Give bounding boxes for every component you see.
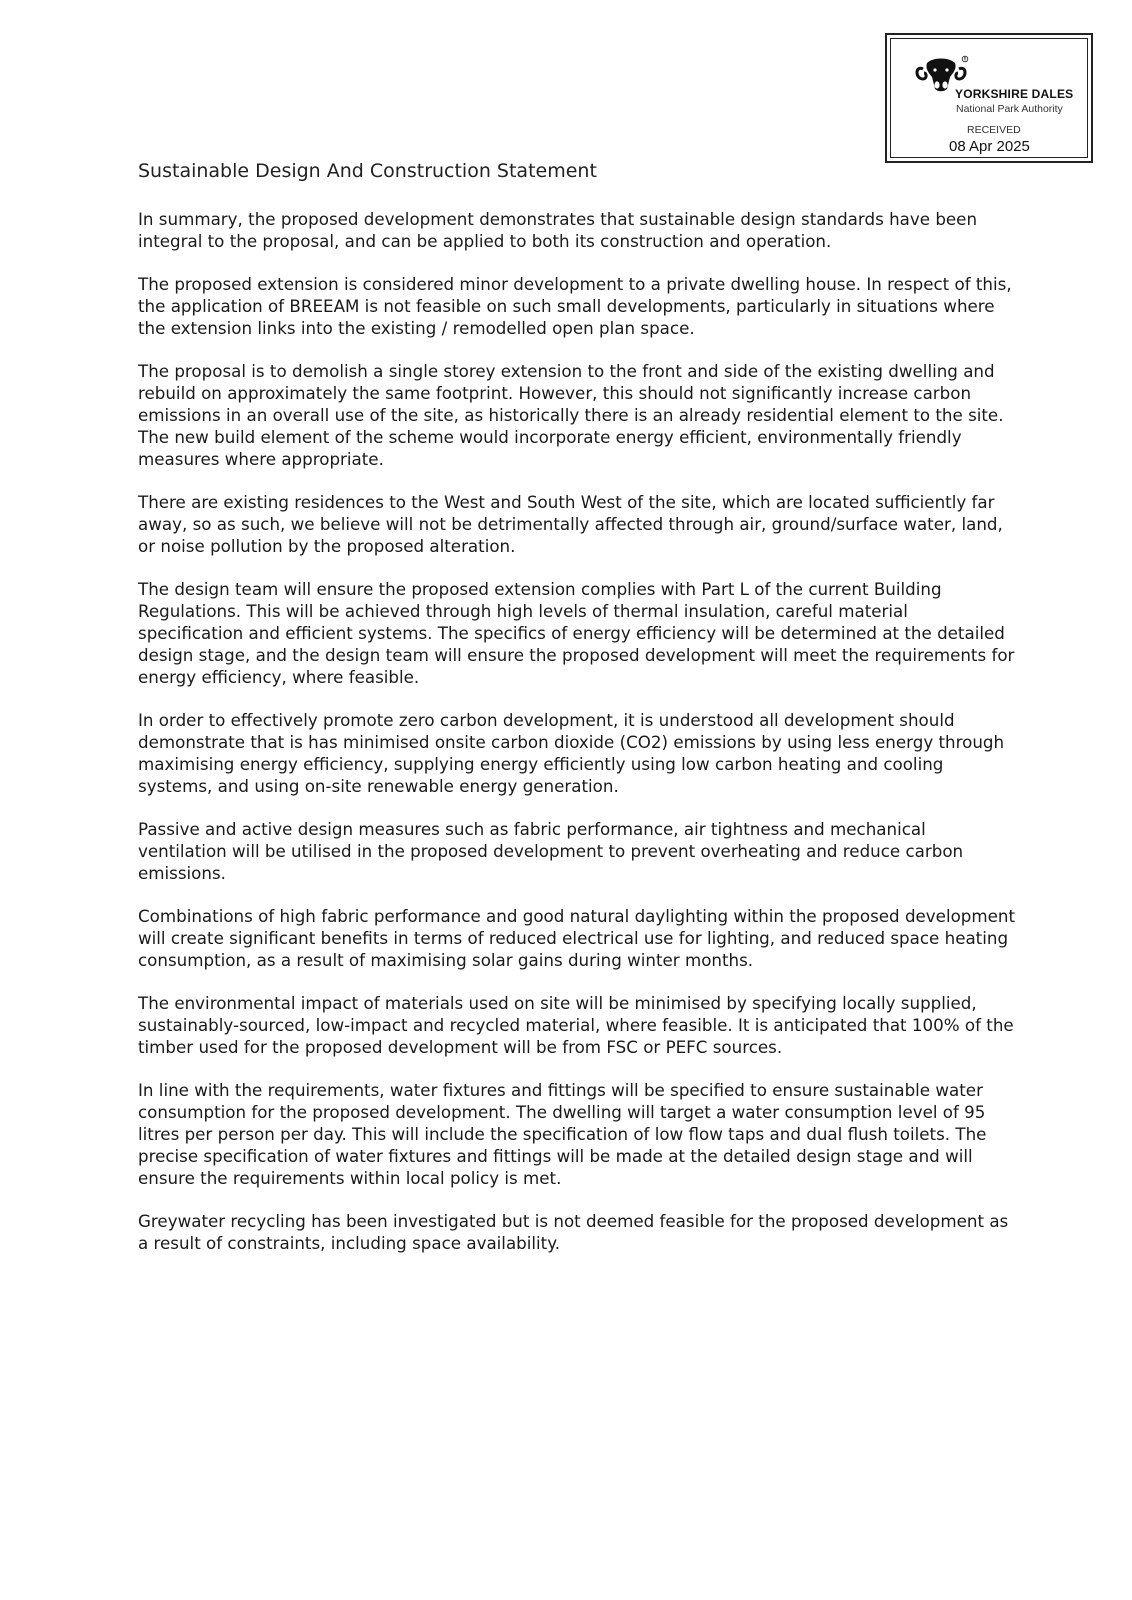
- stamp-date: 08 Apr 2025: [949, 138, 1030, 155]
- paragraph: In summary, the proposed development demonstrates that sustainable design standards have been integral to the proposal, and can be applied to both its construction and operation.: [138, 209, 978, 251]
- stamp-inner-border: [890, 38, 1088, 158]
- paragraph: In line with the requirements, water fixtures and fittings will be specified to ensure sustainable water consumption for the proposed development. The dwelling will target a water consumption level of 95 litres per person per day. This will include the specification of low flow taps and dual flush toilets. The precise specification of water fixtures and fittings will be made at the detailed design stage and will ensure the requirements within local policy is met.: [138, 1080, 987, 1188]
- paragraph: Combinations of high fabric performance and good natural daylighting within the proposed development will create significant benefits in terms of reduced electrical use for lighting, and reduced space heating consumption, as a result of maximising solar gains during winter months.: [138, 906, 1016, 970]
- received-stamp: [885, 33, 1093, 163]
- stamp-organisation: YORKSHIRE DALES: [955, 87, 1074, 101]
- document-title: Sustainable Design And Construction Statement: [138, 160, 597, 182]
- paragraph: In order to effectively promote zero carbon development, it is understood all development should demonstrate that is has minimised onsite carbon dioxide (CO2) emissions by using less energy through maximising energy efficiency, supplying energy efficiently using low carbon heating and cooling systems, and using on-site renewable energy generation.: [138, 710, 1005, 796]
- paragraph: The design team will ensure the proposed extension complies with Part L of the current Building Regulations. This will be achieved through high levels of thermal insulation, careful material specification and efficient systems. The specifics of energy efficiency will be determined at the detailed design stage, and the design team will ensure the proposed development will meet the requirements for energy efficiency, where feasible.: [138, 579, 1015, 687]
- paragraph: Passive and active design measures such as fabric performance, air tightness and mechanical ventilation will be utilised in the proposed development to prevent overheating and reduce carbon emissions.: [138, 819, 964, 883]
- paragraph: The proposal is to demolish a single storey extension to the front and side of the existing dwelling and rebuild on approximately the same footprint. However, this should not significantly increase carbon emissions in an overall use of the site, as historically there is an already residential element to the site. The new build element of the scheme would incorporate energy efficient, environmentally friendly measures where appropriate.: [138, 361, 1004, 469]
- paragraph: The environmental impact of materials used on site will be minimised by specifying locally supplied, sustainably-sourced, low-impact and recycled material, where feasible. It is anticipated that 100% of the timber used for the proposed development will be from FSC or PEFC sources.: [138, 993, 1014, 1057]
- stamp-subtitle: National Park Authority: [956, 103, 1063, 115]
- paragraph: The proposed extension is considered minor development to a private dwelling house. In respect of this, the application of BREEAM is not feasible on such small developments, particularly in situations where the extension links into the existing / remodelled open plan space.: [138, 274, 1012, 338]
- paragraph: Greywater recycling has been investigated but is not deemed feasible for the proposed development as a result of constraints, including space availability.: [138, 1211, 1009, 1253]
- document-body: [138, 208, 1018, 1275]
- paragraph: There are existing residences to the West and South West of the site, which are located sufficiently far away, so as such, we believe will not be detrimentally affected through air, ground/surface water, land, or noise pollution by the proposed alteration.: [138, 492, 1003, 556]
- stamp-status: RECEIVED: [967, 124, 1021, 136]
- svg-text:R: R: [963, 56, 967, 62]
